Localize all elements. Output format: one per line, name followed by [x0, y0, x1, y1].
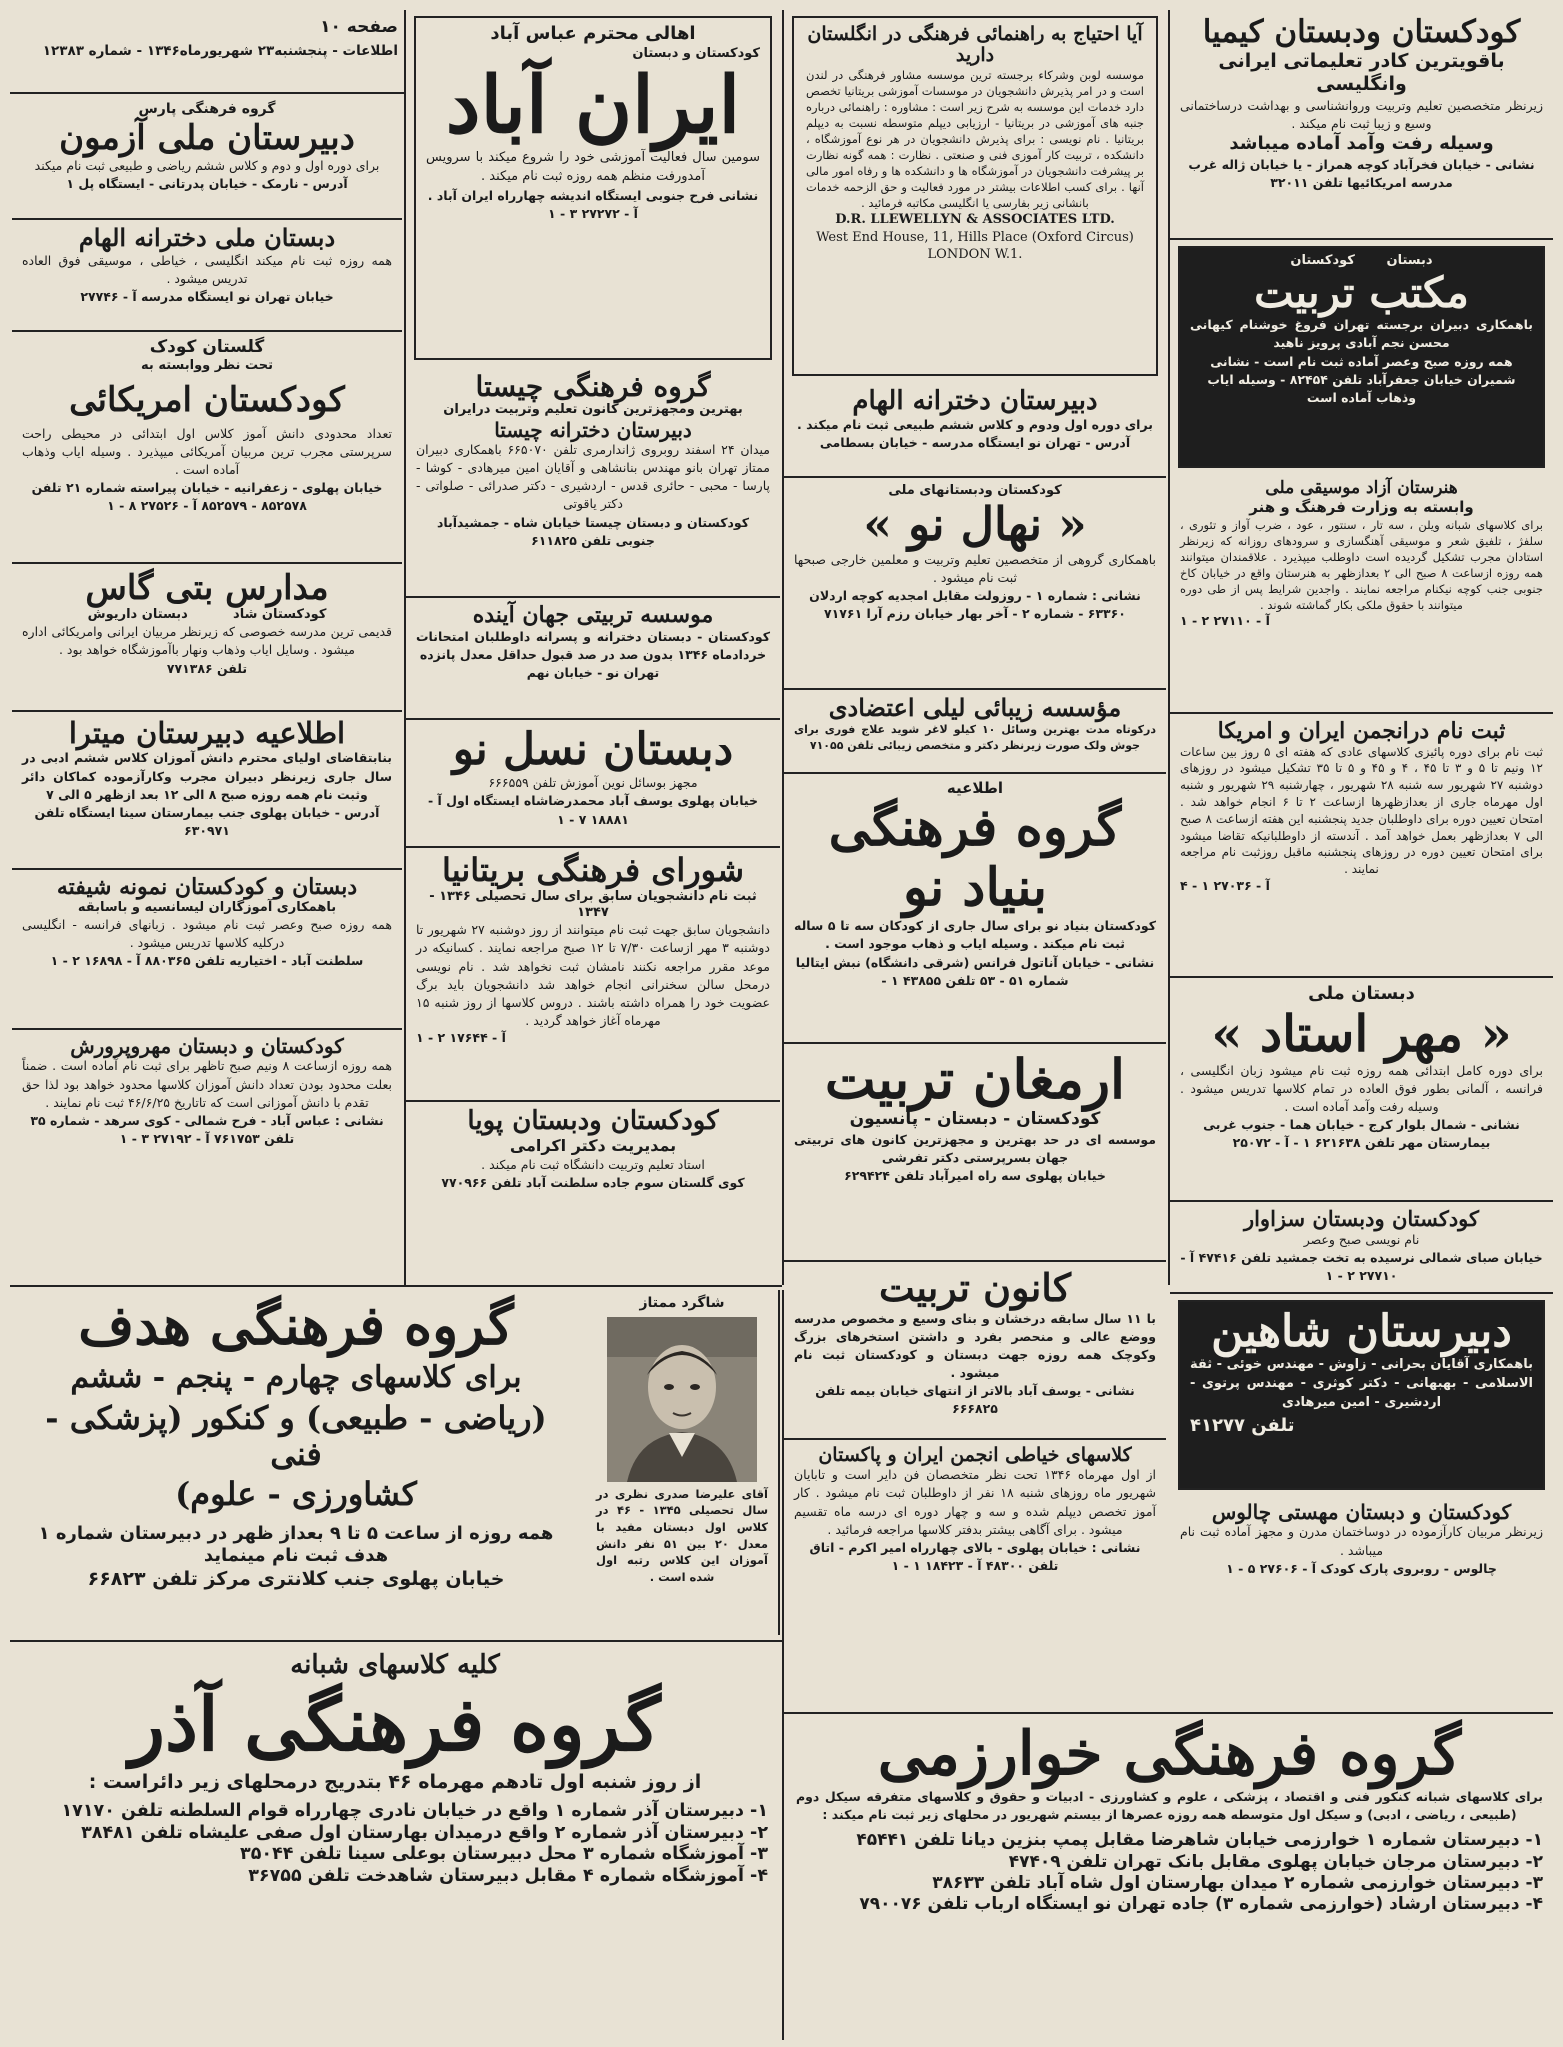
- firm-address: West End House, 11, Hills Place (Oxford Circus): [816, 229, 1134, 245]
- ad-address: همه روزه صبح وعصر آماده ثبت نام است - نشانی شمیران خیابان جعفرآباد تلفن ۸۲۴۵۴ - وسیله ایاب وذهاب آماده است: [1207, 353, 1516, 405]
- ad-title: « مهر استاد »: [1211, 1003, 1512, 1063]
- ad-body: استاد تعلیم وتربیت دانشگاه ثبت نام میکند .: [481, 1157, 705, 1173]
- ad-title: دبیرستان دخترانه الهام: [852, 386, 1098, 416]
- ad-code: آ - ۱۷۶۴۴ ۲ - ۱: [416, 1030, 506, 1046]
- ad-body: با ۱۱ سال سابقه درخشان و بنای وسیع و مخصوص مدرسه ووضع عالی و منحصر بفرد و داشتن استخرهای بزرگ وکوچک همه روزه جهت دبستان و کودکستان ثبت نام میشود .: [794, 1310, 1156, 1380]
- ad-title: ارمغان تربیت: [824, 1047, 1126, 1111]
- ad-phone: تلفن ۴۱۲۷۷: [1190, 1414, 1295, 1436]
- ad-subtitle: تحت نظر ووابسته به: [141, 358, 273, 374]
- ad-line: هدف ثبت نام مینماید: [203, 1545, 389, 1567]
- ad-line: (ریاضی - طبیعی) و کنکور (پزشکی - فنی: [45, 1399, 547, 1473]
- ad-kimia: [1170, 10, 1553, 240]
- ad-title: کلاسهای خیاطی انجمن ایران و پاکستان: [818, 1444, 1132, 1466]
- ad-pars-azmoon: [12, 96, 402, 220]
- ad-title: گروه فرهنگی بنیاد نو: [828, 796, 1122, 918]
- ad-subtitle: باهمکاری آموزگاران لیسانسیه و باسابقه: [77, 899, 337, 915]
- ad-address: چالوس - روبروی پارک کودک آ - ۲۷۶۰۶ ۵ - ۱: [1226, 1560, 1497, 1576]
- ad-title: کودکستان ودبستان کیمیا: [1202, 14, 1521, 50]
- ad-code: آ - ۲۷۰۳۶ ۱ - ۴: [1180, 878, 1270, 893]
- ad-body: زیرنظر مربیان کارآزموده در دوساختمان مدرن و مجهز آماده ثبت نام میباشد .: [1180, 1524, 1543, 1558]
- ad-address: نشانی - خیابان آناتول فرانس (شرقی دانشگاه) نبش ایتالیا شماره ۵۱ - ۵۳ تلفن ۴۳۸۵۵ ۱ -: [795, 954, 1155, 988]
- ad-body: دانشجویان سابق جهت ثبت نام میتوانند از روز دوشنبه ۲۷ شهریور تا دوشنبه ۳ مهر ازساعت ۷/۳۰ تا ۱۲ صبح مراجعه نمایند . کسانیکه در موعد مقرر مراجعه نکنند نامشان ثبت نخواهد شد . نام نویسی درمحل سالن سخنرانی انجام خواهد شد دانشجویان باید برگ عضویت خود را همراه داشته باشند . دروس کلاسها از روز شنبه ۱۵ مهرماه آغاز خواهد گردید .: [416, 922, 770, 1028]
- ad-body: کودکستان بنیاد نو برای سال جاری از کودکان سه تا ۵ ساله ثبت نام میکند . وسیله ایاب و ذهاب موجود است .: [794, 918, 1156, 952]
- ad-tailoring-classes: [784, 1440, 1166, 1710]
- ad-title: دبستان ملی دخترانه الهام: [78, 223, 336, 252]
- ad-body: کودکستان - دبستان دخترانه و پسرانه داوطلبان امتحانات خردادماه ۱۳۴۶ بدون صد در صد قبول حداقل معدل پانزده: [416, 628, 770, 662]
- ad-title: کودکستان و دبستان مهستی چالوس: [1211, 1500, 1512, 1524]
- ad-kanoon-tarbiat: [784, 1262, 1166, 1440]
- ad-british-council: [406, 848, 780, 1102]
- ad-code: آ - ۲۷۱۱۰ ۲ - ۱: [1180, 613, 1270, 629]
- ad-address: خیابان پهلوی جنب کلانتری مرکز تلفن ۶۶۸۲۳: [87, 1567, 505, 1590]
- ad-address: آدرس - نارمک - خیابان پدرتانی - ایستگاه پل ۱: [66, 175, 348, 191]
- ad-kicker: اهالی محترم عباس آباد: [490, 23, 696, 44]
- ad-title: موسسه تربیتی جهان آینده: [472, 602, 714, 628]
- ad-address: آدرس - خیابان پهلوی جنب بیمارستان سینا ایستگاه تلفن ۶۳۰۹۷۱: [34, 804, 380, 838]
- ad-mitra: [12, 712, 402, 870]
- ad-llewellyn-england: [792, 16, 1158, 376]
- ad-address: خیابان تهران نو ایستگاه مدرسه آ - ۲۷۷۴۶: [80, 289, 334, 305]
- ad-body: از اول مهرماه ۱۳۴۶ تحت نظر متخصصان فن دایر است و تابایان شهریور ماه روزهای شنبه ۱۸ نفر از داوطلبان ثبت نام میشود . کار آموز تخصص دیپلم شده و سه و چهار دوره ای درسه ماه تقسیم میشود . برای آگاهی بیشتر بدفتر کلاسها مراجعه فرمائید .: [794, 1467, 1156, 1537]
- ad-intro: از روز شنبه اول تادهم مهرماه ۴۶ بتدریج درمحلهای زیر دائراست :: [88, 1770, 702, 1793]
- branch-line: ۱- دبیرستان آذر شماره ۱ واقع در خیابان نادری چهارراه قوام السلطنه تلفن ۱۷۱۷۰: [61, 1800, 768, 1821]
- ad-sabzevar: [1170, 1202, 1553, 1294]
- masthead: [14, 14, 398, 90]
- ad-body: برای دوره اول ودوم و کلاس ششم طبیعی ثبت نام میکند .: [797, 417, 1153, 433]
- ad-title: دبیرستان ملی آزمون: [59, 117, 355, 158]
- branch-line: ۴- دبیرستان ارشاد (خوارزمی شماره ۳) جاده تهران نو ایستگاه ارباب تلفن ۷۹۰۰۷۶: [859, 1894, 1543, 1915]
- ad-subtitle: کودکستان - دبستان - پانسیون: [849, 1109, 1101, 1130]
- firm-city: LONDON W.1.: [927, 247, 1023, 263]
- ad-top-student: [586, 1290, 780, 1635]
- ad-address: نشانی - شمال بلوار کرج - خیابان هما - جنوب غربی بیمارستان مهر تلفن ۶۲۱۶۳۸ ۱ - آ - ۲۵۰۷۲: [1203, 1116, 1520, 1150]
- ad-betty-gas: [12, 564, 402, 712]
- ad-body: قدیمی ترین مدرسه خصوصی که زیرنظر مربیان ایرانی وامریکائی اداره میشود . وسایل ایاب وذهاب ونهار باآموزشگاه خواهد بود .: [22, 624, 392, 658]
- ad-kicker: کودکستان ودبستانهای ملی: [888, 483, 1062, 498]
- ad-subtitle: بمدیریت دکتر اکرامی: [509, 1136, 677, 1156]
- ad-american-kindergarten: [12, 332, 402, 564]
- ad-address: آدرس - تهران نو ایستگاه مدرسه - خیابان بسطامی: [819, 435, 1131, 451]
- ad-title: گروه فرهنگی چیستا: [475, 370, 711, 403]
- firm-name: D.R. LLEWELLYN & ASSOCIATES LTD.: [835, 212, 1115, 228]
- ad-title: کانون تربیت: [879, 1265, 1071, 1310]
- ad-armaghan-tarbiat: [784, 1044, 1166, 1262]
- ad-body: باهمکاری آقایان بحرانی - زاوش - مهندس خوئی - ثقة الاسلامی - بهبهانی - دکتر کوثری - مهندس پرتوی - اردشیری - امین میرهادی: [1190, 1357, 1533, 1410]
- ad-chista: [406, 366, 780, 598]
- ad-body: برای دوره اول و دوم و کلاس ششم ریاضی و طبیعی ثبت نام میکند: [34, 157, 380, 173]
- ad-body: باهمکاری گروهی از متخصصین تعلیم وتربیت و معلمین خارجی صبحها ثبت نام میشود .: [794, 551, 1156, 585]
- section-rule: [782, 1712, 1553, 1714]
- ad-address: کوی گلستان سوم جاده سلطنت آباد تلفن ۷۷۰۹۶۶: [441, 1175, 745, 1191]
- ad-title: دبستان نسل نو: [452, 724, 734, 775]
- ad-phone: تلفن ۷۷۱۳۸۶: [166, 660, 248, 676]
- ad-pouya: [406, 1102, 780, 1284]
- ad-intro: برای کلاسهای شبانه کنکور فنی و اقتصاد ، پزشکی ، علوم و کشاورزی - ادبیات و حقوق و کلاسهای متفرقه سیکل دوم (طبیعی ، ریاضی ، ادبی) و سیکل اول متوسطه همه روزه عصرها از بیستم شهریور در محلهای زیر ثبت نام میکند :: [796, 1789, 1543, 1823]
- ad-address: نشانی : عباس آباد - فرح شمالی - کوی سرهد - شماره ۳۵ تلفن ۷۶۱۷۵۳ آ - ۲۷۱۹۲ ۳ - ۱: [30, 1112, 384, 1146]
- ad-jahan-ayandeh: [406, 598, 780, 720]
- ad-iranabad: [414, 16, 772, 360]
- column-left: [12, 96, 402, 1284]
- ad-music-conservatory: [1170, 474, 1553, 714]
- ad-title: گروه فرهنگی هدف: [78, 1293, 514, 1357]
- ad-title: گروه فرهنگی خوارزمی: [877, 1719, 1462, 1789]
- ad-kicker: گروه فرهنگی پارس: [138, 101, 276, 117]
- student-photo: [607, 1317, 757, 1482]
- ad-title: هنرستان آزاد موسیقی ملی: [1265, 478, 1458, 498]
- ad-title: شورای فرهنگی بریتانیا: [441, 851, 745, 889]
- ad-azar: [12, 1646, 778, 2038]
- ad-title: دبستان و کودکستان نمونه شیفته: [56, 874, 358, 900]
- ad-address: سلطنت آباد - اختیاریه تلفن ۸۸۰۳۶۵ آ - ۱۶۸۹۸ ۲ - ۱: [50, 953, 364, 969]
- branch-line: ۳- دبیرستان خوارزمی شماره ۲ میدان بهارستان اول شاه آباد تلفن ۳۸۶۳۳: [932, 1872, 1543, 1893]
- ad-address: خیابان پهلوی سه راه امیرآباد تلفن ۶۲۹۴۲۴: [844, 1167, 1106, 1183]
- ad-leili-beauty: [784, 690, 1166, 774]
- ad-title: « نهال نو »: [863, 497, 1087, 552]
- ad-mehr-ostad: [1170, 978, 1553, 1202]
- ad-bonyad-no: [784, 774, 1166, 1044]
- ad-body: برای کلاسهای شبانه ویلن ، سه تار ، سنتور ، عود ، ضرب آواز و تئوری ، سلفژ ، تلفیق شعر و موسیقی آهنگسازی و سرودهای روزانه که زیرنظر استادان مجرب تشکیل گردیده است داوطلب میپذیرد . علاقمندان میتوانند همه روزه ازساعت ۸ صبح الی ۲ بعدازظهر به هنرستان واقع در خیابان کاخ جنوبی جنب کوچه نیکنام مراجعه نمایند . واجدین شرایط پس از طی دوره میتوانند با حقوق ملکی بکار گماشته شوند .: [1180, 517, 1543, 613]
- ad-body: ثبت نام برای دوره پائیزی کلاسهای عادی که هفته ای ۵ روز بین ساعات ۱۲ ونیم تا ۵ و ۳ تا ۴۵ ، ۴ و ۴۵ و ۵ تا ۳۵ تشکیل میشود در روزهای دوشنبه ۲۷ شهریور سه شنبه ۲۸ شهریور ، چهارشنبه ۲۹ شهریور و شنبه اول مهرماه جاری از بعدازظهرها ازساعت ۲ تا ۶ انجام خواهد شد . امتحان تعیین دوره برای داوطلبان جدید پنجشنبه این هفته ازساعت ۸ صبح الی ۷ بعدازظهر بعمل خواهد آمد . آندسته از داوطلبانیکه تقاضا میشود برای امتحان تعیین دوره در روزهای پنجشنبه ماقبل روزثبت نام مراجعه نمایند .: [1180, 744, 1544, 877]
- ad-kicker: اطلاعیه: [946, 779, 1004, 797]
- ad-body: همه روزه صبح وعصر ثبت نام میشود . زبانهای فرانسه - انگلیسی درکلیه کلاسها تدریس میشود .: [22, 916, 392, 950]
- ad-mahasti-chalous: [1170, 1496, 1553, 1710]
- ad-shifteh: [12, 870, 402, 1030]
- ad-subtitle: وابسته به وزارت فرهنگ و هنر: [1249, 498, 1474, 517]
- ad-title-2: دبیرستان دخترانه چیستا: [494, 417, 692, 442]
- ad-body: بنابتقاضای اولیای محترم دانش آموزان کلاس ششم ادبی در سال جاری زیرنظر دبیران مجرب وکارآزموده کماکان دائر وثبت نام همه روزه صبح ۸ الی ۱۲ بعد ازظهر ۵ الی ۷: [22, 750, 392, 802]
- ad-address: نشانی - خیابان فخرآباد کوچه همراز - یا خیابان ژاله غرب مدرسه امریکائیها تلفن ۳۲۰۱۱: [1188, 156, 1535, 191]
- branch-line: ۲- دبیرستان مرجان خیابان پهلوی مقابل بانک تهران تلفن ۴۷۴۰۹: [1008, 1851, 1543, 1872]
- ad-address: خیابان صبای شمالی نرسیده به تخت جمشید تلفن ۴۷۴۱۶ آ - ۲۷۷۱۰ ۲ - ۱: [1180, 1249, 1543, 1283]
- ad-body: تعداد محدودی دانش آموز کلاس اول ابتدائی در محیطی راحت سرپرستی مجرب ترین مربیان آمریکائی میپذیرد . وسیله ایاب وذهاب آماده است .: [22, 425, 392, 477]
- page-number: صفحه ۱۰: [320, 17, 398, 37]
- ad-kicker: شاگرد ممتاز: [639, 1295, 725, 1311]
- ad-address: نشانی - یوسف آباد بالاتر از انتهای خیابان بیمه تلفن ۶۶۶۸۲۵: [815, 1383, 1135, 1417]
- branch-line: ۴- آموزشگاه شماره ۴ مقابل دبیرستان شاهدخت تلفن ۳۶۷۵۵: [248, 1866, 768, 1887]
- column-middle: [406, 10, 780, 1284]
- ad-iran-america-society: [1170, 714, 1553, 978]
- branch-line: ۱- دبیرستان شماره ۱ خوارزمی خیابان شاهرضا مقابل پمپ بنزین دیانا تلفن ۴۵۴۴۱: [856, 1830, 1543, 1851]
- ad-label: کودکستان و دبستان: [632, 45, 760, 61]
- ad-body: درکوتاه مدت بهترین وسائل ۱۰ کیلو لاغر شوید علاج فوری برای جوش ولک صورت زیرنظر دکتر و متخصص زیبائی تلفن ۷۱۰۵۵: [794, 722, 1156, 752]
- ad-address: نشانی فرح جنوبی ایستگاه اندیشه چهارراه ایران آباد . آ - ۲۷۲۷۲ ۳ - ۱: [427, 187, 759, 221]
- ad-elham-high: [784, 382, 1166, 478]
- ad-title: کودکستان ودبستان سزاوار: [1243, 1206, 1480, 1231]
- column-right: [1170, 10, 1553, 1710]
- ad-title: دبیرستان شاهین: [1211, 1306, 1512, 1357]
- ad-title: ایران آباد: [445, 59, 741, 151]
- ad-title: مؤسسه زیبائی لیلی اعتضادی: [828, 693, 1122, 722]
- ad-body: موسسه لوبن وشرکاء برجسته ترین موسسه مشاور فرهنگی در لندن است و در امر پذیرش دانشجویان در موسسات آموزشی بریتانیا تخصص دارد خدمات این موسسه به شرح زیر است : مشاوره : راهنمائی درباره جنبه های آموزشی در بریتانیا - ارزیابی دیپلم متوسطه نسبت به دیپلم بریتانیا . نام نویسی : برای پذیرش دانشجویان در هر نوع آموزشگاه ، دانشکده ، تربیت کار آموزی فنی و صنعتی . نظارت : همه گونه نظارت بر پیشرفت دانشجویان در آموزشگاه ها و دانشکده ها و رفاه امور مالی آنها . برای کسب اطلاعات بیشتر در مورد فعالیت و حق الزحمه خدمات بانشانی زیر بفارسی یا انگلیسی مکاتبه فرمائید .: [806, 67, 1144, 211]
- ad-kicker: گلستان کودک: [149, 337, 265, 357]
- ad-kicker: دبستان ملی: [1308, 983, 1415, 1004]
- ad-address: خیابان پهلوی - زعفرانیه - خیابان پیراسته شماره ۲۱ تلفن ۸۵۲۵۷۸ - ۸۵۲۵۷۹ آ - ۲۷۵۲۶ ۸ - ۱: [31, 479, 383, 514]
- ad-kharazmi: [786, 1716, 1553, 2038]
- ad-address: نشانی : شماره ۱ - روزولت مقابل امجدیه کوچه اردلان ۶۳۳۶۰ - شماره ۲ - آخر بهار خیابان رزم آرا ۷۱۷۶۱: [809, 588, 1141, 622]
- ad-title: مکتب تربیت: [1254, 268, 1469, 318]
- ad-title: آیا احتیاج به راهنمائی فرهنگی در انگلستان دارید: [807, 23, 1143, 67]
- ad-title: گروه فرهنگی آذر: [129, 1682, 661, 1769]
- ad-maktab-tarbiat: [1178, 246, 1545, 468]
- ad-title: کودکستان ودبستان پویا: [467, 1106, 719, 1136]
- ad-title: مدارس بتی گاس: [85, 568, 329, 608]
- ad-subtitle: کودکستان شاد دبستان داریوش: [87, 607, 327, 623]
- ad-kicker: کلیه کلاسهای شبانه: [290, 1650, 500, 1680]
- ad-body: میدان ۲۴ اسفند روبروی ژاندارمری تلفن ۶۶۵۰۷۰ باهمکاری دبیران ممتاز تهران بانو مهندس بنانشاهی و آقایان امین میرهادی - کوشا - پارسا - محبی - حائری قدس - اردشیری - دکتر صدرائی - صلواتی - دکتر یاقوتی: [416, 442, 771, 512]
- ad-subtitle: باقویترین کادر تعلیماتی ایرانی وانگلیسی: [1218, 49, 1505, 96]
- ad-hadaf: [12, 1290, 580, 1635]
- ad-body: باهمکاری دبیران برجسته تهران فروغ خوشنام کیهانی محسن نجم آبادی پرویز ناهید: [1190, 317, 1533, 351]
- ad-body: سومین سال فعالیت آموزشی خود را شروع میکند با سرویس آمدورفت منظم همه روزه ثبت نام میکند .: [426, 150, 760, 184]
- ad-shahin: [1178, 1300, 1545, 1490]
- ad-body: همه روزه ازساعت ۸ ونیم صبح تاظهر برای ثبت نام آماده است . ضمناً بعلت محدود بودن تعداد دانش آموزان کلاسها محدود خواهد بود لذا حق تقدم با دانش آموزانی است که تاتاریخ ۴۶/۶/۲۵ ثبت نام نمایند .: [22, 1058, 392, 1110]
- ad-subtitle: ثبت نام دانشجویان سابق برای سال تحصیلی ۱۳۴۶ - ۱۳۴۷: [429, 888, 757, 921]
- ad-line: برای کلاسهای چهارم - پنجم - ششم: [70, 1360, 522, 1396]
- ad-nasl-no: [406, 720, 780, 848]
- ad-line: کشاورزی - علوم): [175, 1474, 417, 1513]
- section-rule: [10, 1285, 782, 1287]
- ad-body: همه روزه ثبت نام میکند انگلیسی ، خیاطی ، موسیقی فوق العاده تدریس میشود .: [22, 252, 392, 286]
- branch-line: ۲- دبیرستان آذر شماره ۲ واقع درمیدان بهارستان اول صفی علیشاه تلفن ۳۸۴۸۱: [81, 1822, 768, 1843]
- section-rule: [10, 1640, 782, 1642]
- ad-address: کودکستان و دبستان چیستا خیابان شاه - جمشیدآباد جنوبی تلفن ۶۱۱۸۲۵: [436, 514, 750, 548]
- photo-caption: آقای علیرضا صدری نظری در سال تحصیلی ۱۳۴۵ - ۴۶ در کلاس اول دبستان مفید با معدل ۲۰ بین ۵۱ نفر دانش آموزان این کلاس رتبه اول شده است .: [596, 1486, 769, 1584]
- ad-address: خیابان پهلوی یوسف آباد محمدرضاشاه ایستگاه اول آ - ۱۸۸۸۱ ۷ - ۱: [427, 793, 758, 827]
- ad-title: کودکستان امریکائی: [69, 379, 345, 420]
- ad-address: نشانی : خیابان پهلوی - بالای چهارراه امیر اکرم - اتاق تلفن ۴۸۳۰۰ آ - ۱۸۴۲۳ ۱ - ۱: [809, 1539, 1141, 1573]
- ad-title: ثبت نام درانجمن ایران و امریکا: [1217, 718, 1506, 744]
- ad-title: کودکستان و دبستان مهروپرورش: [70, 1034, 344, 1058]
- ad-line: همه روزه از ساعت ۵ تا ۹ بعداز ظهر در دبیرستان شماره ۱: [38, 1522, 554, 1544]
- column-mid-right: [784, 10, 1166, 1710]
- masthead-rule: [10, 92, 404, 94]
- ad-title: اطلاعیه دبیرستان میترا: [68, 716, 346, 750]
- ad-body: مجهز بوسائل نوین آموزش تلفن ۶۶۶۵۵۹: [488, 775, 698, 791]
- ad-body: زیرنظر متخصصین تعلیم وتربیت وروانشناسی و بهداشت درساختمانی وسیع و زیبا ثبت نام میکند .: [1180, 98, 1543, 132]
- date-line: اطلاعات - پنجشنبه۲۳ شهریورماه۱۳۴۶ - شماره ۱۲۳۸۳: [42, 43, 398, 60]
- ad-body: موسسه ای در حد بهترین و مجهزترین کانون های تربیتی جهان بسرپرستی دکتر تفرشی: [794, 1131, 1156, 1165]
- ad-body: نام نویسی صبح وعصر: [1303, 1231, 1420, 1247]
- ad-label: دبستان کودکستان: [1290, 253, 1433, 268]
- ad-address: تهران نو - خیابان نهم: [526, 664, 660, 680]
- branch-line: ۳- آموزشگاه شماره ۳ محل دبیرستان بوعلی سینا تلفن ۳۵۰۴۴: [240, 1844, 768, 1865]
- ad-body: برای دوره کامل ابتدائی همه روزه ثبت نام میشود زبان انگلیسی ، فرانسه ، آلمانی بطور فوق العاده در تمام کلاسها تدریس میشود . وسیله رفت وآمد آماده است .: [1180, 1062, 1543, 1114]
- ad-elham-girls: [12, 220, 402, 332]
- ad-nahal-no: [784, 478, 1166, 690]
- ad-subtitle: بهترین ومجهزترین کانون تعلیم وتربیت درایران: [443, 402, 743, 418]
- ad-mehrparvar: [12, 1030, 402, 1284]
- ad-subtitle-2: وسیله رفت وآمد آماده میباشد: [1229, 133, 1494, 155]
